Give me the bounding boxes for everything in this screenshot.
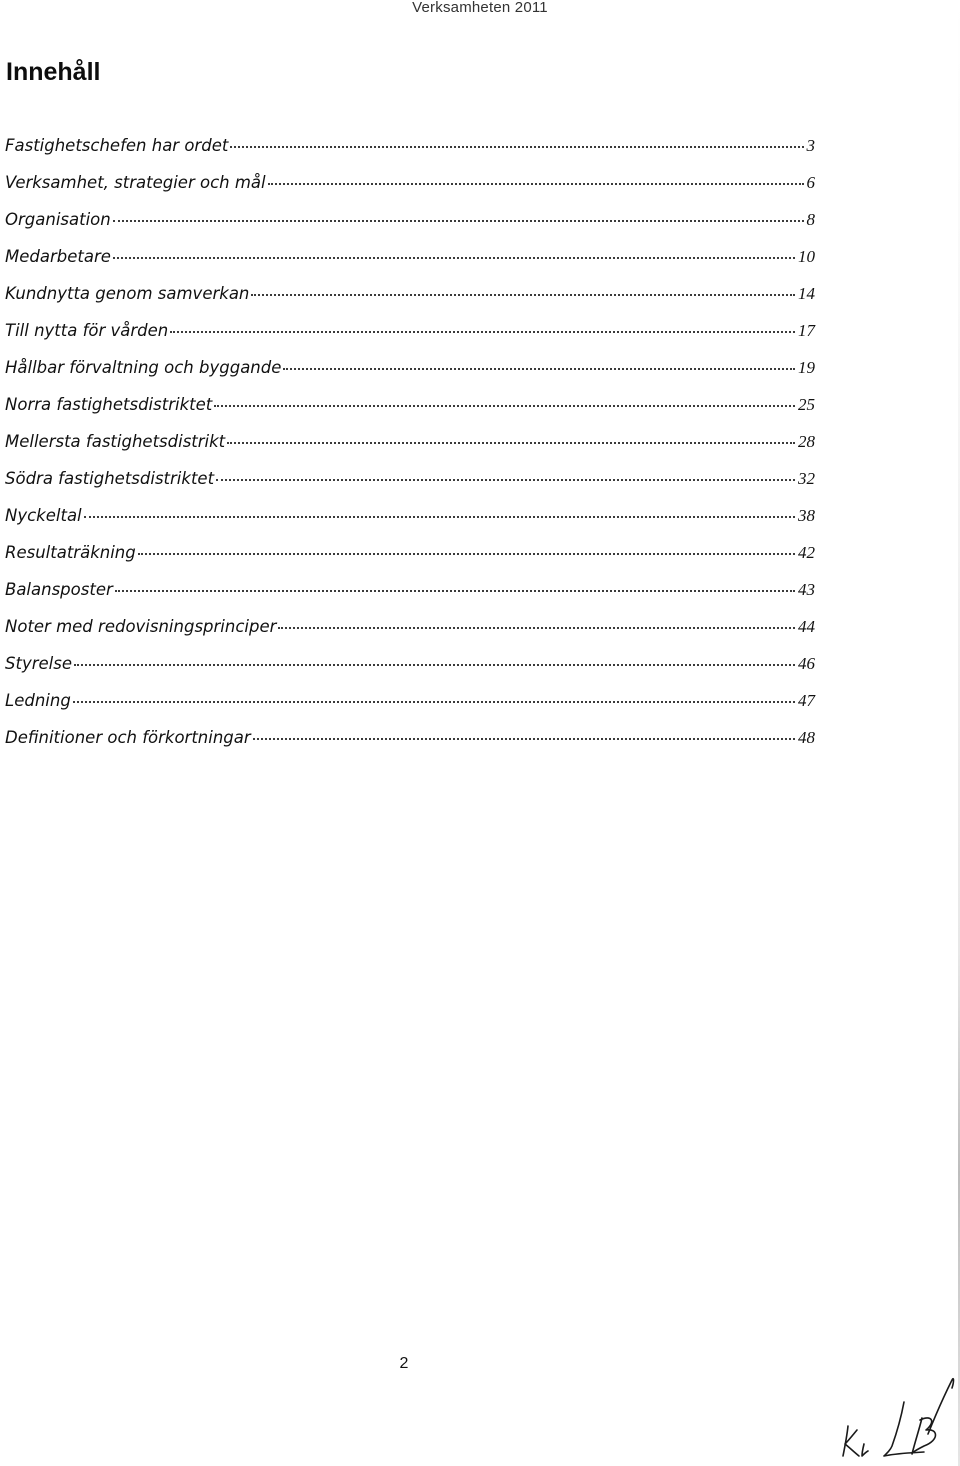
toc-entry[interactable]	[5, 728, 815, 765]
toc-entry-page: 14	[798, 284, 815, 303]
dot-leader	[227, 442, 795, 444]
toc-entry[interactable]	[5, 654, 815, 691]
toc-entry[interactable]	[5, 321, 815, 358]
page-number: 2	[399, 1355, 409, 1372]
toc-entry-page: 8	[806, 210, 815, 229]
toc-entry[interactable]	[5, 395, 815, 432]
dot-leader	[115, 590, 795, 592]
toc-entry-label: Noter med redovisningsprinciper	[5, 617, 277, 636]
dot-leader	[214, 405, 795, 407]
dot-leader	[73, 701, 795, 703]
toc-entry-label: Till nytta för vården	[5, 321, 169, 340]
dot-leader	[278, 627, 795, 629]
toc-entry[interactable]	[5, 247, 815, 284]
toc-entry-label: Ledning	[5, 691, 71, 710]
toc-entry-label: Södra fastighetsdistriktet	[5, 469, 215, 488]
toc-entry[interactable]	[5, 432, 815, 469]
dot-leader	[170, 331, 795, 333]
dot-leader	[230, 146, 803, 148]
toc-entry-page: 42	[798, 543, 815, 562]
toc-entry[interactable]	[5, 543, 815, 580]
toc-entry-label: Verksamhet, strategier och mål	[5, 173, 266, 192]
toc-entry[interactable]	[5, 136, 815, 173]
dot-leader	[113, 220, 804, 222]
toc-entry-label: Medarbetare	[5, 247, 111, 266]
toc-entry-page: 38	[798, 506, 815, 525]
toc-entry-page: 17	[798, 321, 815, 340]
toc-entry-label: Balansposter	[5, 580, 113, 599]
toc-entry-label: Resultaträkning	[5, 543, 136, 562]
toc-entry-label: Mellersta fastighetsdistrikt	[5, 432, 226, 451]
toc-entry[interactable]	[5, 358, 815, 395]
toc-entry-label: Fastighetschefen har ordet	[5, 136, 229, 155]
dot-leader	[268, 183, 804, 185]
toc-entry-page: 10	[798, 247, 815, 266]
toc-entry-label: Nyckeltal	[5, 506, 82, 525]
toc-entry-label: Hållbar förvaltning och byggande	[5, 358, 282, 377]
page-title: Innehåll	[6, 58, 101, 86]
dot-leader	[113, 257, 795, 259]
dot-leader	[216, 479, 795, 481]
toc-entry[interactable]	[5, 506, 815, 543]
running-header: Verksamheten 2011	[412, 0, 548, 16]
dot-leader	[253, 738, 795, 740]
toc-entry-page: 6	[806, 173, 815, 192]
toc-entry-page: 25	[798, 395, 815, 414]
toc-entry-page: 28	[798, 432, 815, 451]
dot-leader	[251, 294, 795, 296]
toc-entry-page: 47	[798, 691, 815, 710]
toc-entry-page: 48	[798, 728, 815, 747]
toc-entry-page: 3	[806, 136, 815, 155]
toc-entry[interactable]	[5, 173, 815, 210]
handwritten-initials	[826, 1374, 960, 1466]
toc-entry-page: 44	[798, 617, 815, 636]
toc-entry[interactable]	[5, 580, 815, 617]
toc-entry-page: 19	[798, 358, 815, 377]
toc-entry[interactable]	[5, 617, 815, 654]
dot-leader	[283, 368, 795, 370]
toc-entry[interactable]	[5, 210, 815, 247]
toc-entry-label: Kundnytta genom samverkan	[5, 284, 250, 303]
toc-entry[interactable]	[5, 284, 815, 321]
toc-entry-label: Definitioner och förkortningar	[5, 728, 251, 747]
toc-entry-label: Norra fastighetsdistriktet	[5, 395, 213, 414]
toc-entry-page: 46	[798, 654, 815, 673]
toc-entry[interactable]	[5, 469, 815, 506]
dot-leader	[138, 553, 795, 555]
table-of-contents	[5, 136, 815, 765]
toc-entry-page: 43	[798, 580, 815, 599]
dot-leader	[74, 664, 795, 666]
dot-leader	[84, 516, 795, 518]
toc-entry[interactable]	[5, 691, 815, 728]
toc-entry-page: 32	[798, 469, 815, 488]
toc-entry-label: Organisation	[5, 210, 111, 229]
toc-entry-label: Styrelse	[5, 654, 72, 673]
